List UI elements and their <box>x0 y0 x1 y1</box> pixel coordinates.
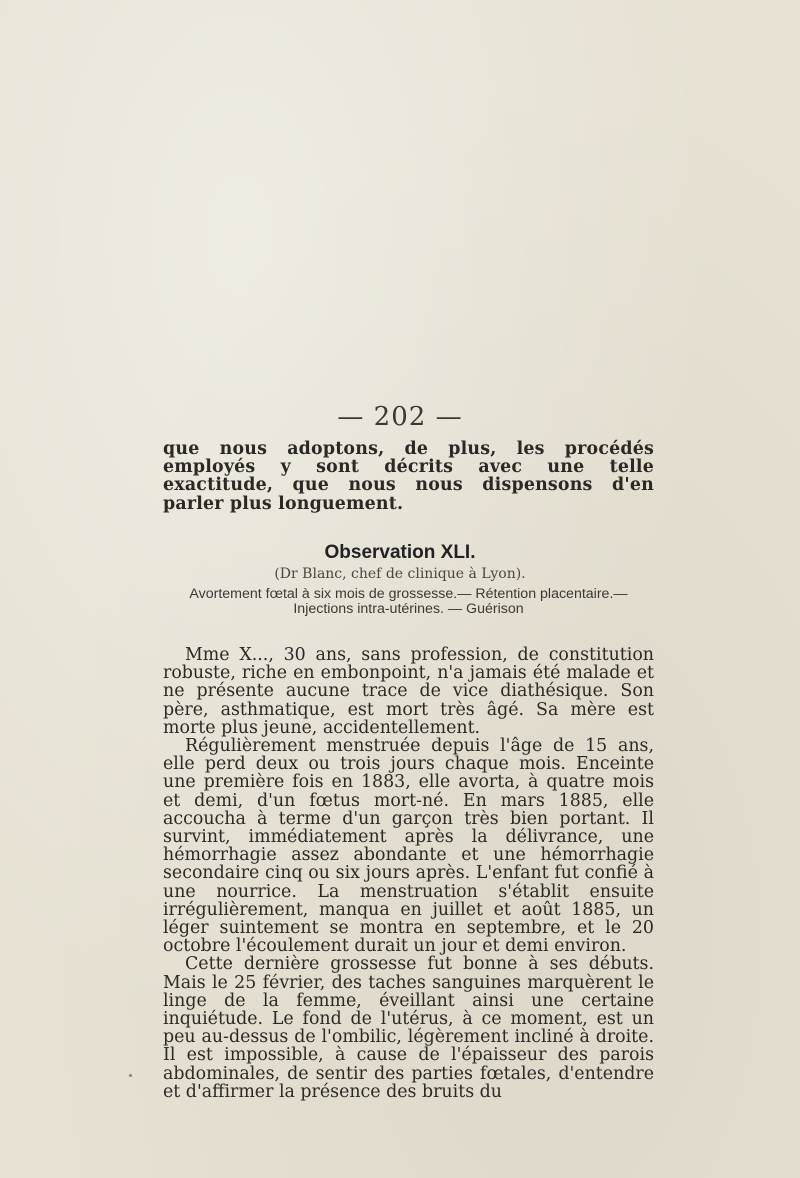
observation-summary: Avortement fœtal à six mois de grossesse.— Rétention placentaire.— Injections intra-utérines. — Guérison <box>189 586 628 617</box>
paragraph-patient-history: Mme X..., 30 ans, sans profession, de constitution robuste, riche en embonpoint, n'a jamais été malade et ne présente aucune trace de vice diathésique. Son père, asthmatique, est mort très âgé. Sa mère est morte plus jeune, accidentellement. <box>163 645 654 738</box>
observation-title: Observation XLI. <box>324 542 476 563</box>
observation-author: (Dr Blanc, chef de clinique à Lyon). <box>274 566 526 582</box>
ink-speck <box>129 1074 132 1077</box>
page-number-header: — 202 — <box>337 402 463 432</box>
paragraph-last-pregnancy: Cette dernière grossesse fut bonne à ses débuts. Mais le 25 février, des taches sanguines marquèrent le linge de la femme, éveillant ainsi une certaine inquiétude. Le fond de l'utérus, à ce moment, est un peu au-dessus de l'ombilic, légèrement incliné à droite. Il est impossible, à cause de l'épaisseur des parois abdominales, de sentir des parties fœtales, d'entendre et d'affirmer la présence des bruits du <box>163 954 654 1102</box>
lead-paragraph <box>163 440 654 513</box>
observation-body <box>163 646 654 1101</box>
lead-text: que nous adoptons, de plus, les procédés employés y sont décrits avec une telle exactitude, que nous nous dispensons d'en parler plus longuement. <box>163 439 654 514</box>
paragraph-menstruation-history: Régulièrement menstruée depuis l'âge de 15 ans, elle perd deux ou trois jours chaque mois. Enceinte une première fois en 1883, elle avorta, à quatre mois et demi, d'un fœtus mort-né. En mars 1885, elle accoucha à terme d'un garçon très bien portant. Il survint, immédiatement après la délivrance, une hémorrhagie assez abondante et une hémorrhagie secondaire cinq ou six jours après. L'enfant fut confié à une nourrice. La menstruation s'établit ensuite irrégulièrement, manqua en juillet et août 1885, un léger suintement se montra en septembre, et le 20 octobre l'écoulement durait un jour et demi environ. <box>163 736 654 957</box>
